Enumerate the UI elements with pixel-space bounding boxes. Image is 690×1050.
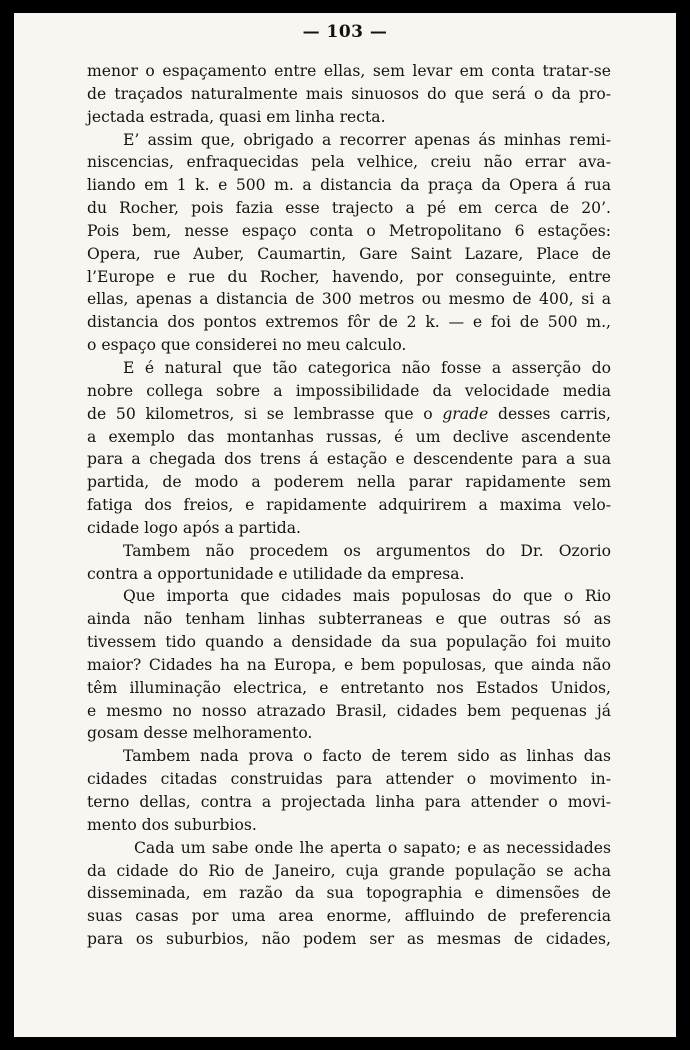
text-line: cidades citadas construidas para attender o movimento in-	[87, 770, 611, 789]
text-line: jectada estrada, quasi em linha recta.	[87, 107, 386, 126]
text-line: gosam desse melhoramento.	[87, 724, 313, 743]
text-line: Tambem não procedem os argumentos do Dr. Ozorio	[123, 541, 611, 560]
paragraph	[87, 129, 611, 357]
paragraph	[87, 837, 611, 951]
text-line: para a chegada dos trens á estação e descendente para a sua	[87, 450, 611, 469]
paragraph	[87, 540, 611, 586]
text-line: liando em 1 k. e 500 m. a distancia da praça da Opera á rua	[87, 176, 611, 195]
paragraph	[87, 745, 611, 836]
text-line: Tambem nada prova o facto de terem sido as linhas das	[123, 747, 611, 766]
text-line: tivessem tido quando a densidade da sua população foi muito	[87, 633, 611, 652]
text-segment: de 50 kilometros, si se lembrasse que o	[87, 404, 443, 423]
text-line: maior? Cidades ha na Europa, e bem populosas, que ainda não	[87, 655, 611, 674]
text-line: menor o espaçamento entre ellas, sem levar em conta tratar-se	[87, 62, 611, 80]
paragraph	[87, 60, 611, 129]
text-line: Opera, rue Auber, Caumartin, Gare Saint Lazare, Place de	[87, 244, 611, 263]
text-line: têm illuminação electrica, e entretanto nos Estados Unidos,	[87, 678, 611, 697]
text-line: a exemplo das montanhas russas, é um declive ascendente	[87, 427, 611, 446]
text-line: terno dellas, contra a projectada linha para attender o movi-	[87, 793, 611, 811]
text-line: partida, de modo a poderem nella parar rapidamente sem	[87, 473, 611, 492]
text-line: ellas, apenas a distancia de 300 metros ou mesmo de 400, si a	[87, 290, 611, 309]
body-text	[87, 60, 611, 951]
text-line: ainda não tenham linhas subterraneas e que outras só as	[87, 610, 611, 629]
text-line: fatiga dos freios, e rapidamente adquirirem a maxima velo-	[87, 496, 611, 515]
text-line: de traçados naturalmente mais sinuosos do que será o da pro-	[87, 84, 611, 103]
text-line: suas casas por uma area enorme, affluindo de preferencia	[87, 907, 611, 926]
text-line: Pois bem, nesse espaço conta o Metropolitano 6 estações:	[87, 221, 611, 240]
text-line: Cada um sabe onde lhe aperta o sapato; e as necessidades	[134, 838, 611, 857]
text-line: da cidade do Rio de Janeiro, cuja grande população se acha	[87, 861, 611, 880]
text-line: mento dos suburbios.	[87, 815, 257, 834]
text-segment: desses carris,	[488, 404, 611, 423]
paragraph	[87, 357, 611, 540]
text-line	[87, 403, 611, 426]
text-line: l’Europe e rue du Rocher, havendo, por conseguinte, entre	[87, 267, 611, 286]
text-line: e mesmo no nosso atrazado Brasil, cidades bem pequenas já	[87, 701, 611, 720]
text-line: E’ assim que, obrigado a recorrer apenas ás minhas remi-	[123, 130, 611, 149]
text-line: niscencias, enfraquecidas pela velhice, creiu não errar ava-	[87, 153, 611, 172]
text-line: nobre collega sobre a impossibilidade da velocidade media	[87, 381, 611, 400]
text-line: du Rocher, pois fazia esse trajecto a pé em cerca de 20’.	[87, 199, 611, 218]
book-page	[14, 13, 676, 1037]
text-line: cidade logo após a partida.	[87, 518, 301, 537]
text-line: distancia dos pontos extremos fôr de 2 k. — e foi de 500 m.,	[87, 313, 611, 332]
text-line: disseminada, em razão da sua topographia e dimensões de	[87, 884, 611, 903]
text-line: Que importa que cidades mais populosas do que o Rio	[123, 587, 611, 606]
paragraph	[87, 585, 611, 745]
page-number: — 103 —	[302, 22, 388, 42]
text-line: E é natural que tão categorica não fosse a asserção do	[123, 358, 611, 377]
text-line: o espaço que considerei no meu calculo.	[87, 336, 407, 355]
text-line: contra a opportunidade e utilidade da empresa.	[87, 564, 465, 583]
italic-term: grade	[442, 404, 489, 423]
text-line: para os suburbios, não podem ser as mesmas de cidades,	[87, 930, 611, 949]
